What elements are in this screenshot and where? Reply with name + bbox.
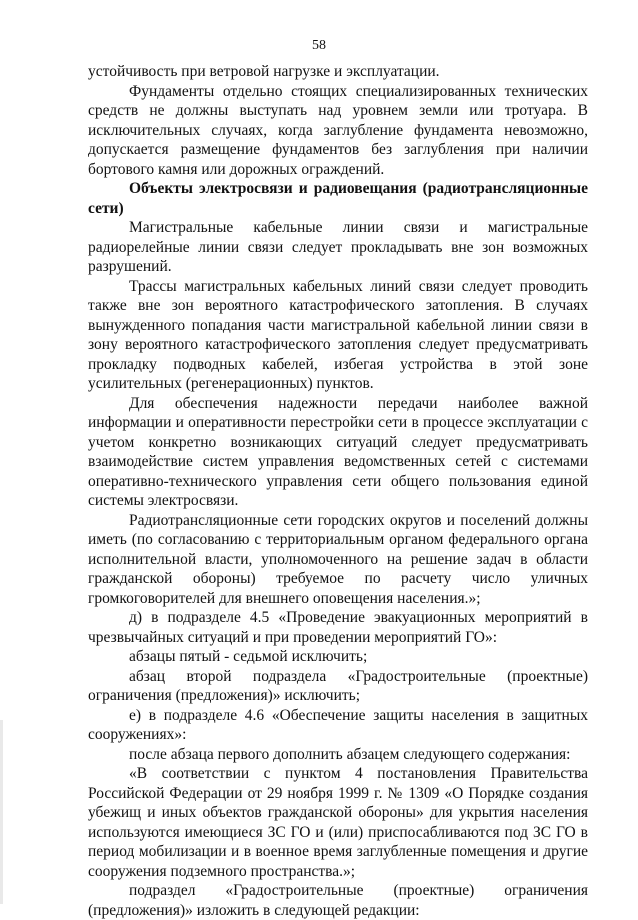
page-number: 58 — [312, 38, 326, 53]
paragraph-quote-1309: «В соответствии с пунктом 4 постановления Правительства Российской Федерации от 29 ноября 1999 г. № 1309 «О Порядке создания убежищ и иных объектов гражданской обороны» для укрытия населения используются имеющиеся ЗС ГО и (или) приспосабливаются под ЗС ГО в период мобилизации и в военное время заглубленные помещения и другие сооружения подземного пространства.»; — [88, 765, 588, 880]
paragraph-add-after-first: после абзаца первого дополнить абзацем следующего содержания: — [129, 745, 571, 763]
paragraph-exclude-5-7: абзацы пятый - седьмой исключить; — [129, 648, 368, 665]
paragraph-reliability: Для обеспечения надежности передачи наиболее важной информации и оперативности перестройки сети в процессе эксплуатации с учетом конкретно возникающих ситуаций следует предусматривать взаимодействие систем управления ведомственных сетей с системами оперативно-технического управления сети общего пользования единой системы электросвязи. — [88, 394, 588, 509]
scan-edge-shadow — [0, 720, 3, 904]
paragraph-subsection-4-5: д) в подразделе 4.5 «Проведение эвакуационных мероприятий в чрезвычайных ситуаций и при проведении мероприятий ГО»: — [88, 609, 588, 646]
section-heading-telecom: Объекты электросвязи и радиовещания (радиотрансляционные сети) — [88, 180, 588, 217]
paragraph-cable-routes: Трассы магистральных кабельных линий связи следует проводить также вне зон вероятного катастрофического затопления. В случаях вынужденного попадания части магистральной кабельной линии связи в зону вероятного катастрофического затопления следует предусматривать прокладку подводных кабелей, избегая устройства в этой зоне усилительных (регенерационных) пунктов. — [88, 277, 588, 392]
paragraph-exclude-second: абзац второй подраздела «Градостроительные (проектные) ограничения (предложения)» исключить; — [88, 667, 588, 704]
paragraph-trunk-lines: Магистральные кабельные линии связи и магистральные радиорелейные линии связи следует прокладывать вне зон возможных разрушений. — [88, 219, 588, 275]
paragraph-continuation: устойчивость при ветровой нагрузке и эксплуатации. — [88, 63, 440, 80]
document-body — [88, 62, 588, 920]
paragraph-subsection-4-6: е) в подразделе 4.6 «Обеспечение защиты населения в защитных сооружениях»: — [88, 706, 588, 743]
paragraph-foundations: Фундаменты отдельно стоящих специализированных технических средств не должны выступать над уровнем земли или тротуара. В исключительных случаях, когда заглубление фундамента невозможно, допускается размещение фундаментов без заглубления при наличии бортового камня или дорожных ограждений. — [88, 82, 588, 178]
paragraph-new-wording: подраздел «Градостроительные (проектные) ограничения (предложения)» изложить в следующей редакции: — [88, 882, 588, 919]
paragraph-radio-networks: Радиотрансляционные сети городских округов и поселений должны иметь (по согласованию с территориальным органом федерального органа исполнительной власти, уполномоченного на решение задач в области гражданской обороны) требуемое по расчету число уличных громкоговорителей для внешнего оповещения населения.»; — [88, 511, 588, 607]
